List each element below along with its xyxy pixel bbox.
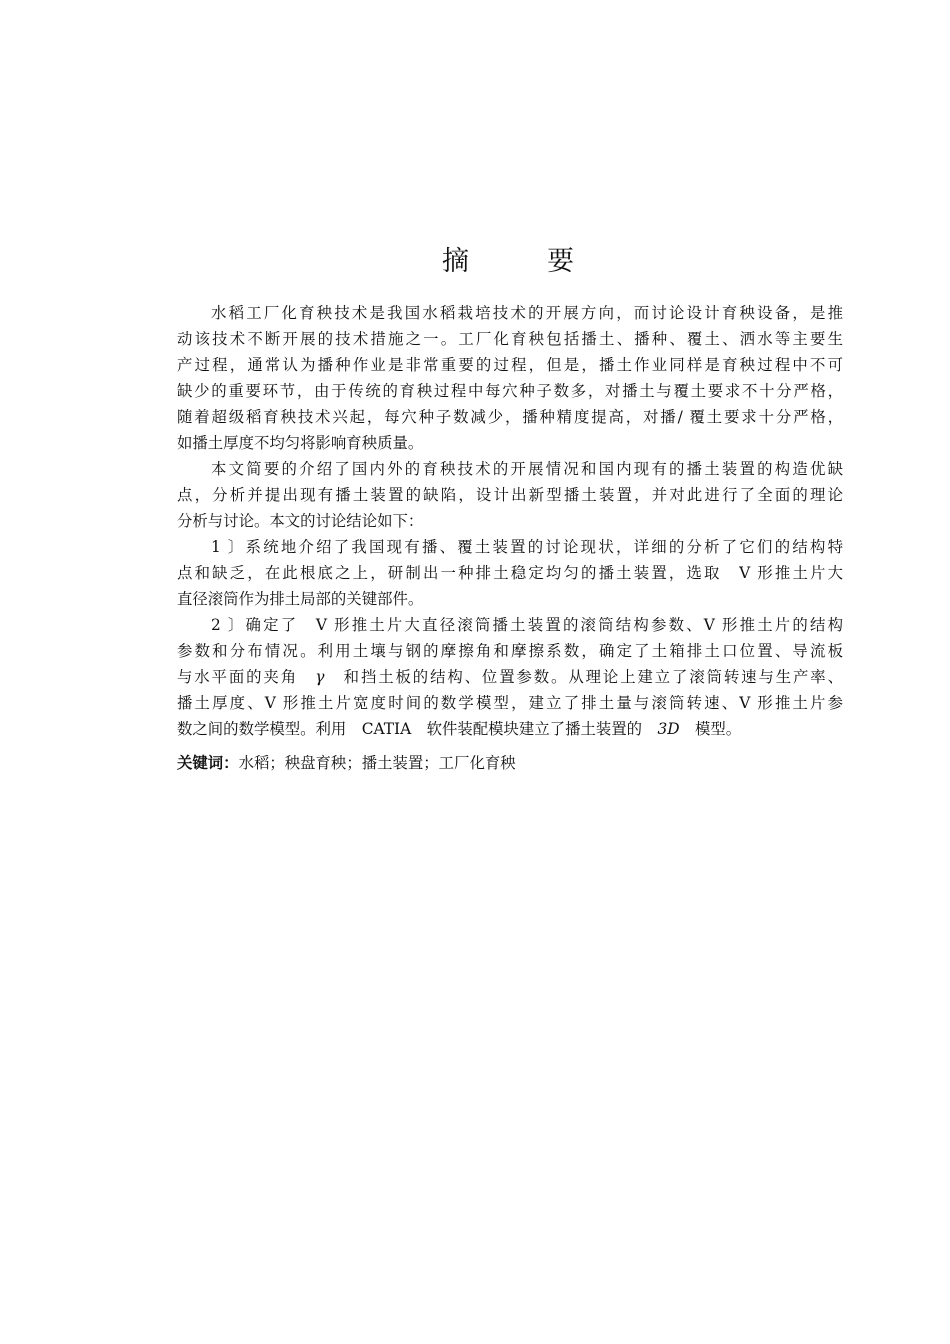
text-line: 参数和分布情况。利用土壤与钢的摩擦角和摩擦系数，确定了土箱排土口位置、导流板: [177, 642, 843, 660]
paragraph-1: [177, 300, 843, 456]
3d-term: 3D: [657, 720, 680, 738]
text-line: 1 〕系统地介绍了我国现有播、覆土装置的讨论现状，详细的分析了它们的结构特: [211, 538, 843, 556]
text-segment: 数之间的数学模型。利用 CATIA 软件装配模块建立了播土装置的: [177, 720, 658, 738]
title-char-2: 要: [547, 246, 574, 277]
paragraph-3: [177, 534, 843, 612]
keywords-line: [177, 750, 516, 776]
title-char-1: 摘: [442, 246, 469, 277]
paragraph-2: [177, 456, 843, 534]
text-line: 水稻工厂化育秧技术是我国水稻栽培技术的开展方向，而讨论设计育秧设备，是推: [211, 304, 843, 322]
text-segment: 模型。: [679, 720, 742, 738]
gamma-symbol: γ: [315, 668, 325, 686]
text-line: 本文简要的介绍了国内外的育秧技术的开展情况和国内现有的播土装置的构造优缺: [211, 460, 843, 478]
text-line: 动该技术不断开展的技术措施之一。工厂化育秧包括播土、播种、覆土、洒水等主要生: [177, 330, 843, 348]
text-line: 2 〕确定了 V 形推土片大直径滚筒播土装置的滚筒结构参数、V 形推土片的结构: [211, 616, 843, 634]
text-segment: 和挡土板的结构、位置参数。从理论上建立了滚筒转速与生产率、: [324, 668, 843, 686]
text-line: 播土厚度、V 形推土片宽度时间的数学模型，建立了排土量与滚筒转速、V 形推土片参: [177, 694, 843, 712]
paragraph-4: [177, 612, 843, 742]
text-line: 点和缺乏，在此根底之上，研制出一种排土稳定均匀的播土装置，选取 V 形推土片大: [177, 564, 843, 582]
text-line: [177, 664, 843, 690]
text-line: 直径滚筒作为排土局部的关键部件。: [177, 590, 424, 608]
keywords-value: 水稻；秧盘育秧；播土装置；工厂化育秧: [238, 754, 516, 772]
text-line: 随着超级稻育秧技术兴起，每穴种子数减少，播种精度提高，对播/ 覆土要求十分严格，: [177, 408, 843, 426]
text-line: 如播土厚度不均匀将影响育秧质量。: [177, 434, 424, 452]
text-line: 分析与讨论。本文的讨论结论如下：: [177, 512, 424, 530]
page-title: [0, 244, 950, 280]
abstract-body: [177, 300, 843, 742]
text-line: [177, 716, 843, 742]
text-line: 缺少的重要环节，由于传统的育秧过程中每穴种子数多，对播土与覆土要求不十分严格，: [177, 382, 843, 400]
text-line: 点，分析并提出现有播土装置的缺陷，设计出新型播土装置，并对此进行了全面的理论: [177, 486, 843, 504]
text-line: 产过程，通常认为播种作业是非常重要的过程，但是，播土作业同样是育秧过程中不可: [177, 356, 843, 374]
keywords-label: 关键词：: [177, 754, 239, 772]
text-segment: 与水平面的夹角: [177, 668, 316, 686]
